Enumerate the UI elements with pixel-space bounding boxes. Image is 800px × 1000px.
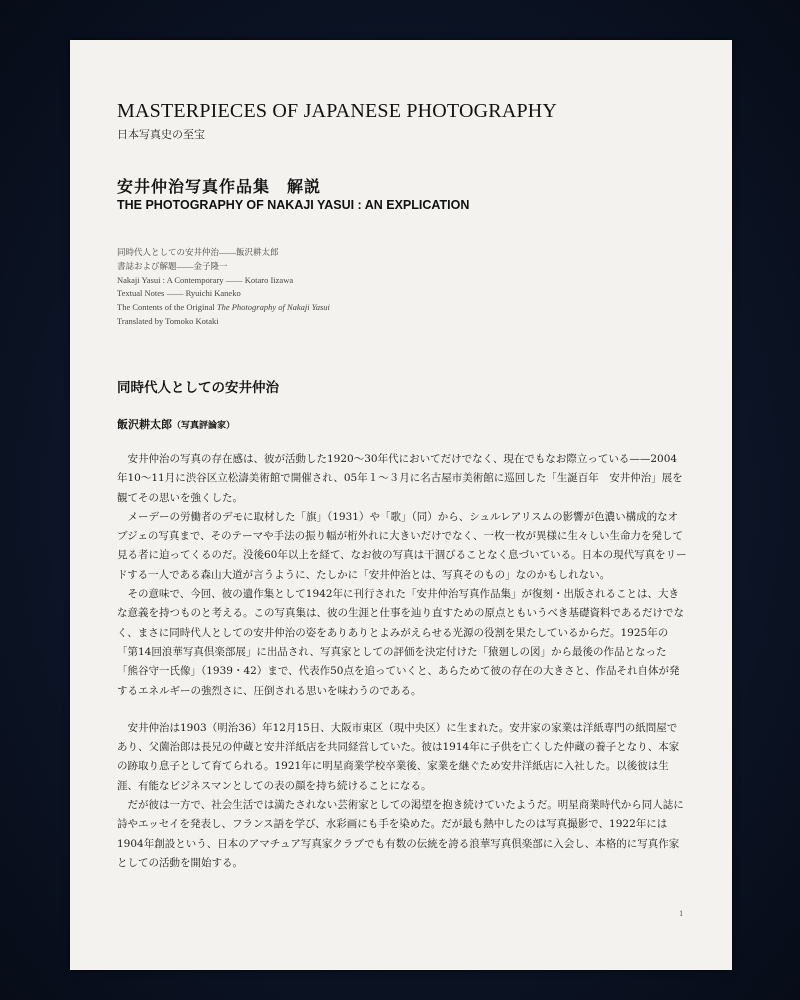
author-name: 飯沢耕太郎 bbox=[117, 418, 172, 431]
credit-line bbox=[117, 301, 330, 315]
document-page bbox=[70, 40, 732, 970]
credits-list bbox=[117, 246, 330, 329]
paragraph: その意味で、今回、彼の遺作集として1942年に刊行された「安井仲治写真作品集」が復刻・出版されることは、大きな意義を持つものと考える。この写真集は、彼の生涯と仕事を辿り直すための原点ともいうべき基礎資料であるだけでなく、まさに同時代人としての安井仲治の姿をありありとよみがえらせる光源の役割を果たしているからだ。1925年の「第14回浪華写真倶楽部展」に出品され、写真家としての評価を決定付けた「猿廻しの図」から最後の作品となった「熊谷守一氏像」（1939・42）まで、代表作50点を追っていくと、あらためて彼の存在の大きさと、作品それ自体が発するエネルギーの強烈さに、圧倒される思いを味わうのである。 bbox=[117, 588, 684, 697]
book-title: The Photography of Nakaji Yasui bbox=[216, 302, 330, 313]
japanese-title: 安井仲治写真作品集 解説 bbox=[117, 177, 322, 196]
author-role: （写真評論家） bbox=[172, 421, 236, 431]
paragraph: だが彼は一方で、社会生活では満たされない芸術家としての渇望を抱き続けていたようだ。明星商業時代から同人誌に詩やエッセイを発表し、フランス語を学び、水彩画にも手を染めた。だが最も熱中したのは写真撮影で、1922年には1904年創設という、日本のアマチュア写真家クラブでも有数の伝統を誇る浪華写真倶楽部に入会し、本格的に写真作家としての活動を開始する。 bbox=[117, 799, 684, 869]
english-title: THE PHOTOGRAPHY OF NAKAJI YASUI : AN EXPLICATION bbox=[117, 198, 470, 212]
credit-line: Nakaji Yasui : A Contemporary —— Kotaro Iizawa bbox=[117, 274, 294, 285]
credit-line: 同時代人としての安井仲治——飯沢耕太郎 bbox=[117, 247, 279, 257]
author-byline bbox=[117, 416, 235, 432]
credit-line: Textual Notes —— Ryuichi Kaneko bbox=[117, 288, 241, 299]
paragraph: 安井仲治の写真の存在感は、彼が活動した1920～30年代においてだけでなく、現在でもなお際立っている——2004年10～11月に渋谷区立松濤美術館で開催され、05年１～３月に名古屋市美術館に巡回した「生誕百年 安井仲治」展を観てその思いを強くした。 bbox=[117, 453, 683, 504]
page-number: 1 bbox=[679, 910, 684, 918]
credit-line: Translated by Tomoko Kotaki bbox=[117, 315, 219, 326]
series-subtitle: 日本写真史の至宝 bbox=[117, 128, 205, 141]
series-title: MASTERPIECES OF JAPANESE PHOTOGRAPHY bbox=[117, 100, 558, 122]
credit-line: 書誌および解題——金子隆一 bbox=[117, 260, 228, 271]
paragraph: 安井仲治は1903（明治36）年12月15日、大阪市東区（現中央区）に生まれた。安井家の家業は洋紙専門の紙問屋であり、父薗治郎は長兄の仲蔵と安井洋紙店を共同経営していた。彼は1914年に子供を亡くした仲蔵の養子となり、本家の跡取り息子として育てられる。1921年に明星商業学校卒業後、家業を継ぐため安井洋紙店に入社した。以後彼は生涯、有能なビジネスマンとしての表の顔を持ち続けることになる。 bbox=[117, 721, 680, 792]
essay-body bbox=[117, 450, 687, 873]
credit-prefix: The Contents of the Original bbox=[117, 302, 217, 313]
section-heading: 同時代人としての安井仲治 bbox=[117, 380, 279, 396]
paragraph: メーデーの労働者のデモに取材した「旗」（1931）や「歌」（同）から、シュルレアリスムの影響が色濃い構成的なオブジェの写真まで、そのテーマや手法の振り幅が桁外れに大きいだけでなく、一枚一枚が異様に生々しい生命力を発して見る者に迫ってくるのだ。没後60年以上を経て、なお彼の写真は干涸びることなく息づいている。日本の現代写真をリードする一人である森山大道が言うように、たしかに「安井仲治とは、写真そのもの」なのかもしれない。 bbox=[117, 510, 687, 581]
